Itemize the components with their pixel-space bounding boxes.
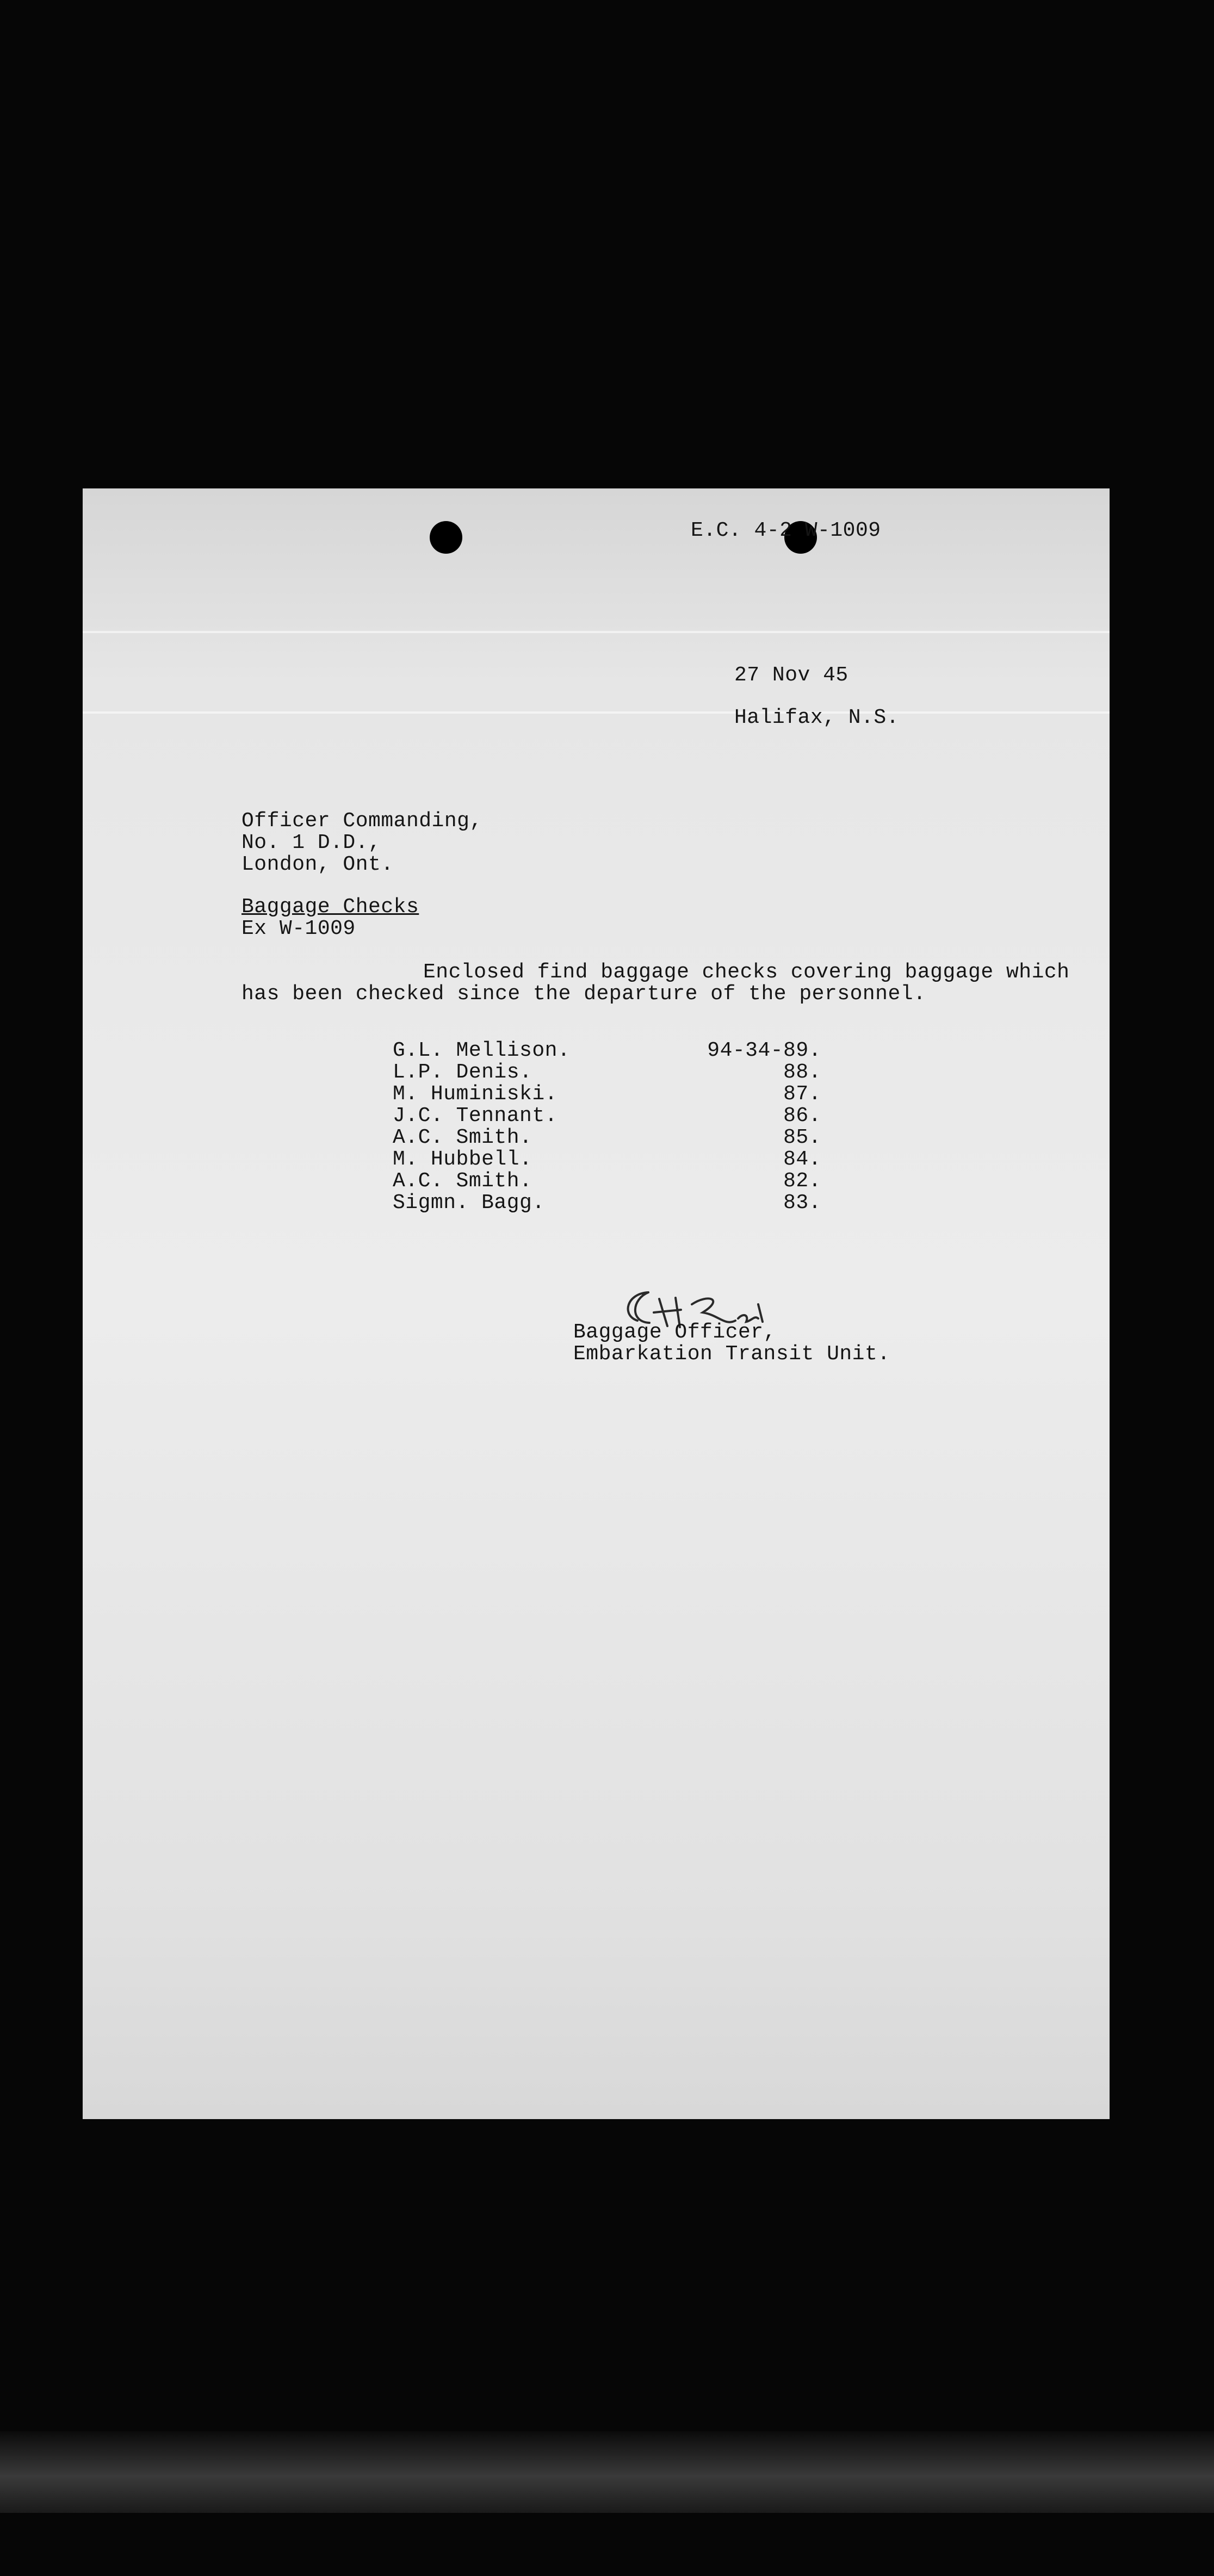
file-reference: E.C. 4-2 W-1009 — [691, 519, 881, 542]
check-number: 87. — [783, 1082, 821, 1106]
punch-hole — [430, 521, 462, 554]
check-name: A.C. Smith. — [393, 1169, 532, 1193]
check-number: 84. — [783, 1148, 821, 1171]
addressee-line: London, Ont. — [241, 853, 394, 876]
check-name: G.L. Mellison. — [393, 1039, 571, 1062]
addressee-line: Officer Commanding, — [241, 809, 482, 833]
check-name: M. Hubbell. — [393, 1148, 532, 1171]
subject-reference: Ex W-1009 — [241, 917, 356, 940]
check-number: 83. — [783, 1191, 821, 1215]
check-name: A.C. Smith. — [393, 1126, 532, 1149]
check-name: M. Huminiski. — [393, 1082, 558, 1106]
check-name: Sigmn. Bagg. — [393, 1191, 545, 1215]
signatory-unit: Embarkation Transit Unit. — [573, 1342, 890, 1366]
check-number: 86. — [783, 1104, 821, 1128]
film-edge-band — [0, 2431, 1214, 2513]
fold-line — [83, 631, 1110, 633]
check-number: 82. — [783, 1169, 821, 1193]
check-name: L.P. Denis. — [393, 1061, 532, 1084]
check-number: 94-34-89. — [707, 1039, 821, 1062]
letter-page — [83, 488, 1110, 2119]
check-number: 88. — [783, 1061, 821, 1084]
body-text-line: has been checked since the departure of the personnel. — [241, 982, 926, 1006]
addressee-line: No. 1 D.D., — [241, 831, 381, 854]
letter-place: Halifax, N.S. — [734, 706, 899, 729]
check-number: 85. — [783, 1126, 821, 1149]
check-name: J.C. Tennant. — [393, 1104, 558, 1128]
subject-title: Baggage Checks — [241, 895, 419, 919]
letter-date: 27 Nov 45 — [734, 664, 848, 687]
signatory-title: Baggage Officer, — [573, 1321, 776, 1344]
fold-line — [83, 711, 1110, 714]
body-text-line: Enclosed find baggage checks covering baggage which — [423, 961, 1070, 984]
